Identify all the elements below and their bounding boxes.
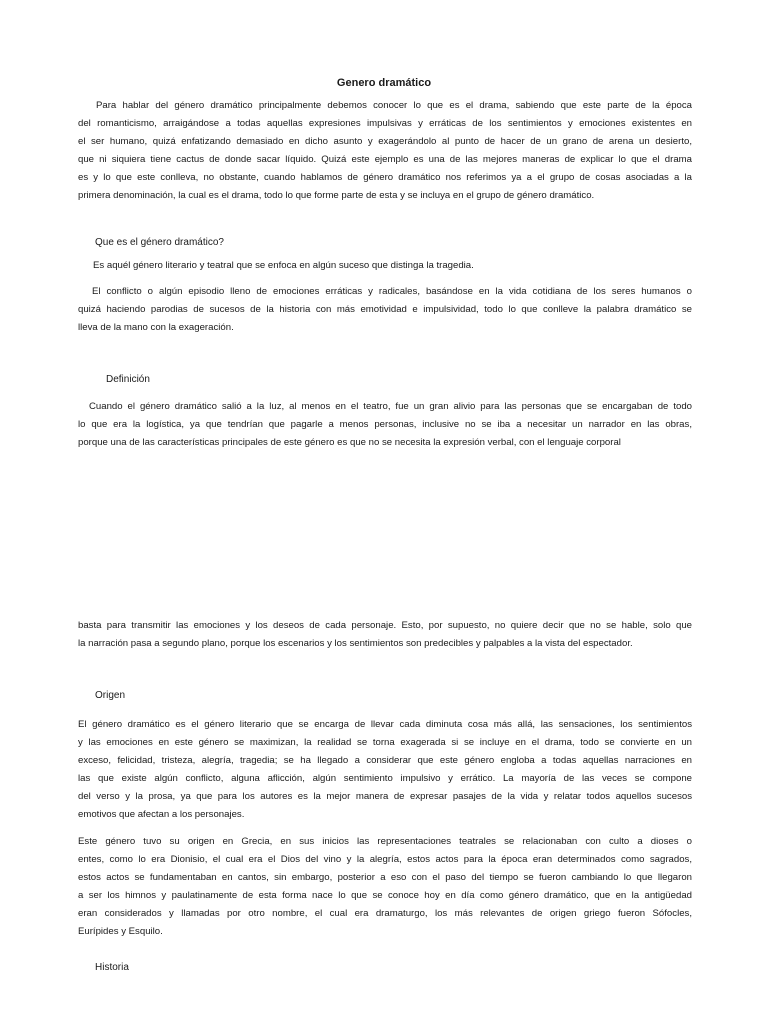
grecia-paragraph <box>78 833 692 941</box>
text-line: Es aquél género literario y teatral que se enfoca en algún suceso que distinga la tragedia. <box>93 260 474 271</box>
text-line: Para hablar del género dramático principalmente debemos conocer lo que es el drama, sabiendo que este parte de la época <box>96 100 692 111</box>
intro-paragraph <box>78 97 692 205</box>
conflicto-paragraph <box>78 283 692 337</box>
origen-paragraph <box>78 716 692 824</box>
text-line: El conflicto o algún episodio lleno de emociones erráticas y radicales, basándose en la vida cotidiana de los seres humanos o <box>92 286 692 297</box>
document-title: Genero dramático <box>336 77 432 89</box>
text-line: Eurípides y Esquilo. <box>78 926 163 937</box>
heading-historia: Historia <box>95 962 129 973</box>
text-line: a ser los himnos y paulatinamente de esta forma nace lo que se conoce hoy en día como género dramático, que en la antigüedad <box>78 890 692 901</box>
text-line: la narración pasa a segundo plano, porque los escenarios y los sentimientos son predecibles y palpables a la vista del espectador. <box>78 638 633 649</box>
text-line: exceso, felicidad, tristeza, alegría, tragedia; se ha llegado a considerar que este género engloba a todas aquellas narraciones en <box>78 755 692 766</box>
text-line: porque una de las características principales de este género es que no se necesita la expresión verbal, con el lenguaje corporal <box>78 437 621 448</box>
text-line: es y lo que este conlleva, no obstante, cuando hablamos de género dramático nos referimos ya a el grupo de cosas asociadas a la <box>78 172 692 183</box>
que-es-paragraph <box>93 257 693 275</box>
text-line: el ser humano, quizá enfatizando demasiado en dicho asunto y exagerándolo al punto de hacer de un grano de arena un desierto, <box>78 136 692 147</box>
text-line: quizá haciendo parodias de sucesos de la historia con más emotividad e impulsividad, todo lo que conlleve la palabra dramático se <box>78 304 692 315</box>
text-line: del verso y la prosa, ya que para los autores es la mejor manera de expresar pasajes de la vida y relatar todos aquellos sucesos <box>78 791 692 802</box>
text-line: lleva de la mano con la exageración. <box>78 322 234 333</box>
text-line: las que existe algún conflicto, alguna aflicción, algún sentimiento impulsivo y errático. La mayoría de las veces se compone <box>78 773 692 784</box>
text-line: Este género tuvo su origen en Grecia, en sus inicios las representaciones teatrales se relacionaban con culto a dioses o <box>78 836 692 847</box>
heading-origen: Origen <box>95 690 126 701</box>
definicion-continued-paragraph <box>78 617 692 653</box>
heading-que-es: Que es el género dramático? <box>95 237 224 248</box>
text-line: primera denominación, la cual es el drama, todo lo que forme parte de esta y se incluya en el grupo de género dramático. <box>78 190 595 201</box>
text-line: entes, como lo era Dionisio, el cual era el Dios del vino y la alegría, estos actos para la época eran determinados como sagrados, <box>78 854 692 865</box>
heading-definicion: Definición <box>106 374 150 385</box>
text-line: eran considerados y llamadas por otro nombre, el cual era dramaturgo, los más relevantes de origen griego fueron Sófocles, <box>78 908 692 919</box>
text-line: El género dramático es el género literario que se encarga de llevar cada diminuta cosa más allá, las sensaciones, los sentimientos <box>78 719 692 730</box>
text-line: estos actos se fundamentaban en cantos, sin embargo, posterior a eso con el paso del tiempo se fueron cambiando lo que llegaron <box>78 872 692 883</box>
text-line: basta para transmitir las emociones y los deseos de cada personaje. Esto, por supuesto, no quiere decir que no se hable, solo que <box>78 620 692 631</box>
definicion-paragraph <box>78 398 692 452</box>
text-line: emotivos que afectan a los personajes. <box>78 809 245 820</box>
text-line: que ni siquiera tiene cactus de donde sacar líquido. Quizá este ejemplo es una de las mejores maneras de explicar lo que el drama <box>78 154 692 165</box>
text-line: del romanticismo, arraigándose a todas aquellas expresiones impulsivas y erráticas de los sentimientos y emociones existentes en <box>78 118 692 129</box>
text-line: Cuando el género dramático salió a la luz, al menos en el teatro, fue un gran alivio para las personas que se encargaban de todo <box>89 401 692 412</box>
text-line: y las emociones en este género se maximizan, la realidad se torna exagerada si se incluye en el drama, todo se convierte en un <box>78 737 692 748</box>
text-line: lo que era la logística, ya que tendrían que pagarle a menos personas, inclusive no se iba a necesitar un narrador en las obras, <box>78 419 692 430</box>
